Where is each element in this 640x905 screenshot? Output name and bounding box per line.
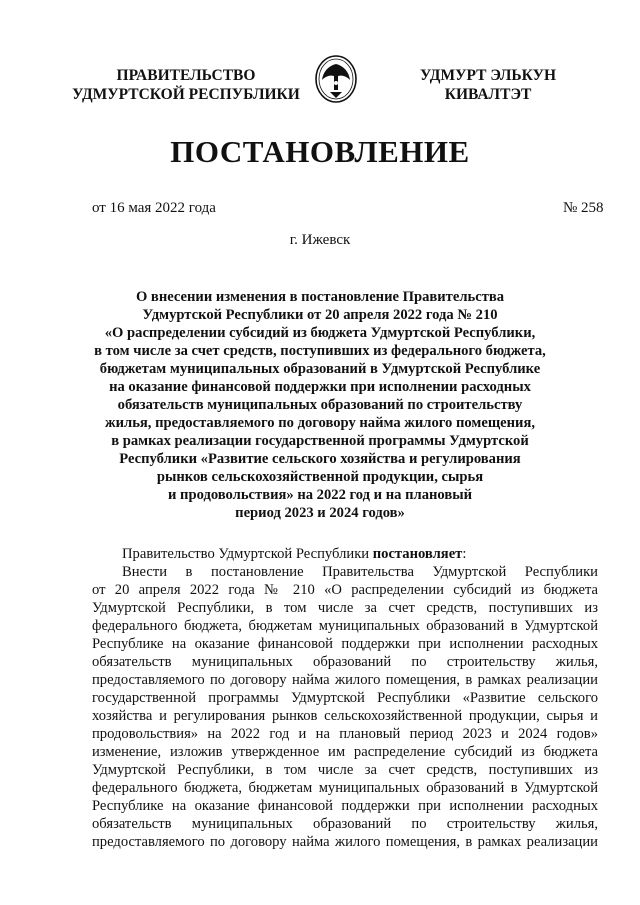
subject-line: «О распределении субсидий из бюджета Удмуртской Республики, [104,325,536,341]
subject-line: период 2023 и 2024 годов» [235,505,405,521]
body-line: продовольствия» на 2022 год и на плановый период 2023 и 2024 годов» [92,726,598,742]
issuer-line: КИВАЛТЭТ [444,86,532,103]
subject-line: Удмуртской Республики от 20 апреля 2022 года № 210 [142,307,498,323]
subject-line: в рамках реализации государственной программы Удмуртской [111,433,529,449]
document-date: от 16 мая 2022 года [92,200,216,216]
body-line: предоставляемого по договору найма жилого помещения, в рамках реализации [92,834,598,850]
issuer-line: УДМУРТ ЭЛЬКУН [419,67,557,84]
intro-text: Правительство Удмуртской Республики [122,546,373,562]
subject-line: жилья, предоставляемого по договору найма жилого помещения, [105,415,535,431]
subject-line: Республики «Развитие сельского хозяйства и регулирования [119,451,521,467]
subject-line: обязательств муниципальных образований по строительству [117,397,523,413]
intro-verb: постановляет [372,546,463,562]
subject-line: О внесении изменения в постановление Правительства [135,289,505,305]
body-line: обязательств муниципальных образований по строительству жилья, [92,816,598,832]
body-line: хозяйства и регулирования рынков сельскохозяйственной продукции, сырья и [92,708,598,724]
subject-line: и продовольствия» на 2022 год и на плановый [167,487,473,503]
subject-line: в том числе за счет средств, поступивших из федерального бюджета, [94,343,546,359]
document-body [92,545,598,851]
document-type-title: ПОСТАНОВЛЕНИЕ [170,134,470,169]
issuer-name-russian [70,66,302,104]
body-intro [92,545,598,563]
subject-line: на оказание финансовой поддержки при исполнении расходных [109,379,531,395]
udmurt-coat-of-arms-icon [314,54,358,104]
body-line: Удмуртской Республики, в том числе за счет средств, поступивших из [92,762,598,778]
body-line: предоставляемого по договору найма жилого помещения, в рамках реализации [92,672,598,688]
intro-colon: : [462,546,467,562]
body-line: федерального бюджета, бюджетам муниципальных образований в Удмуртской [92,780,598,796]
body-line: обязательств муниципальных образований по строительству жилья, [92,654,598,670]
body-line: изменение, изложив утвержденное им распределение субсидий из бюджета [92,744,598,760]
subject-line: рынков сельскохозяйственной продукции, сырья [156,469,484,485]
body-line: Внести в постановление Правительства Удмуртской Республики [122,564,598,580]
subject-line: бюджетам муниципальных образований в Удмуртской Республике [99,361,541,377]
issuer-line: УДМУРТСКОЙ РЕСПУБЛИКИ [72,86,300,103]
body-line: Удмуртской Республики, в том числе за счет средств, поступивших из [92,600,598,616]
document-number: № 258 [563,200,604,216]
body-line: Республике на оказание финансовой поддержки при исполнении расходных [92,798,598,814]
document-subject [92,288,548,522]
issuer-line: ПРАВИТЕЛЬСТВО [116,67,256,84]
document-city: г. Ижевск [289,232,351,248]
body-line: Республике на оказание финансовой поддержки при исполнении расходных [92,636,598,652]
body-line: федерального бюджета, бюджетам муниципальных образований в Удмуртской [92,618,598,634]
issuer-name-udmurt [388,66,588,104]
body-line: государственной программы Удмуртской Республики «Развитие сельского [92,690,598,706]
body-line: от 20 апреля 2022 года № 210 «О распределении субсидий из бюджета [92,582,598,598]
